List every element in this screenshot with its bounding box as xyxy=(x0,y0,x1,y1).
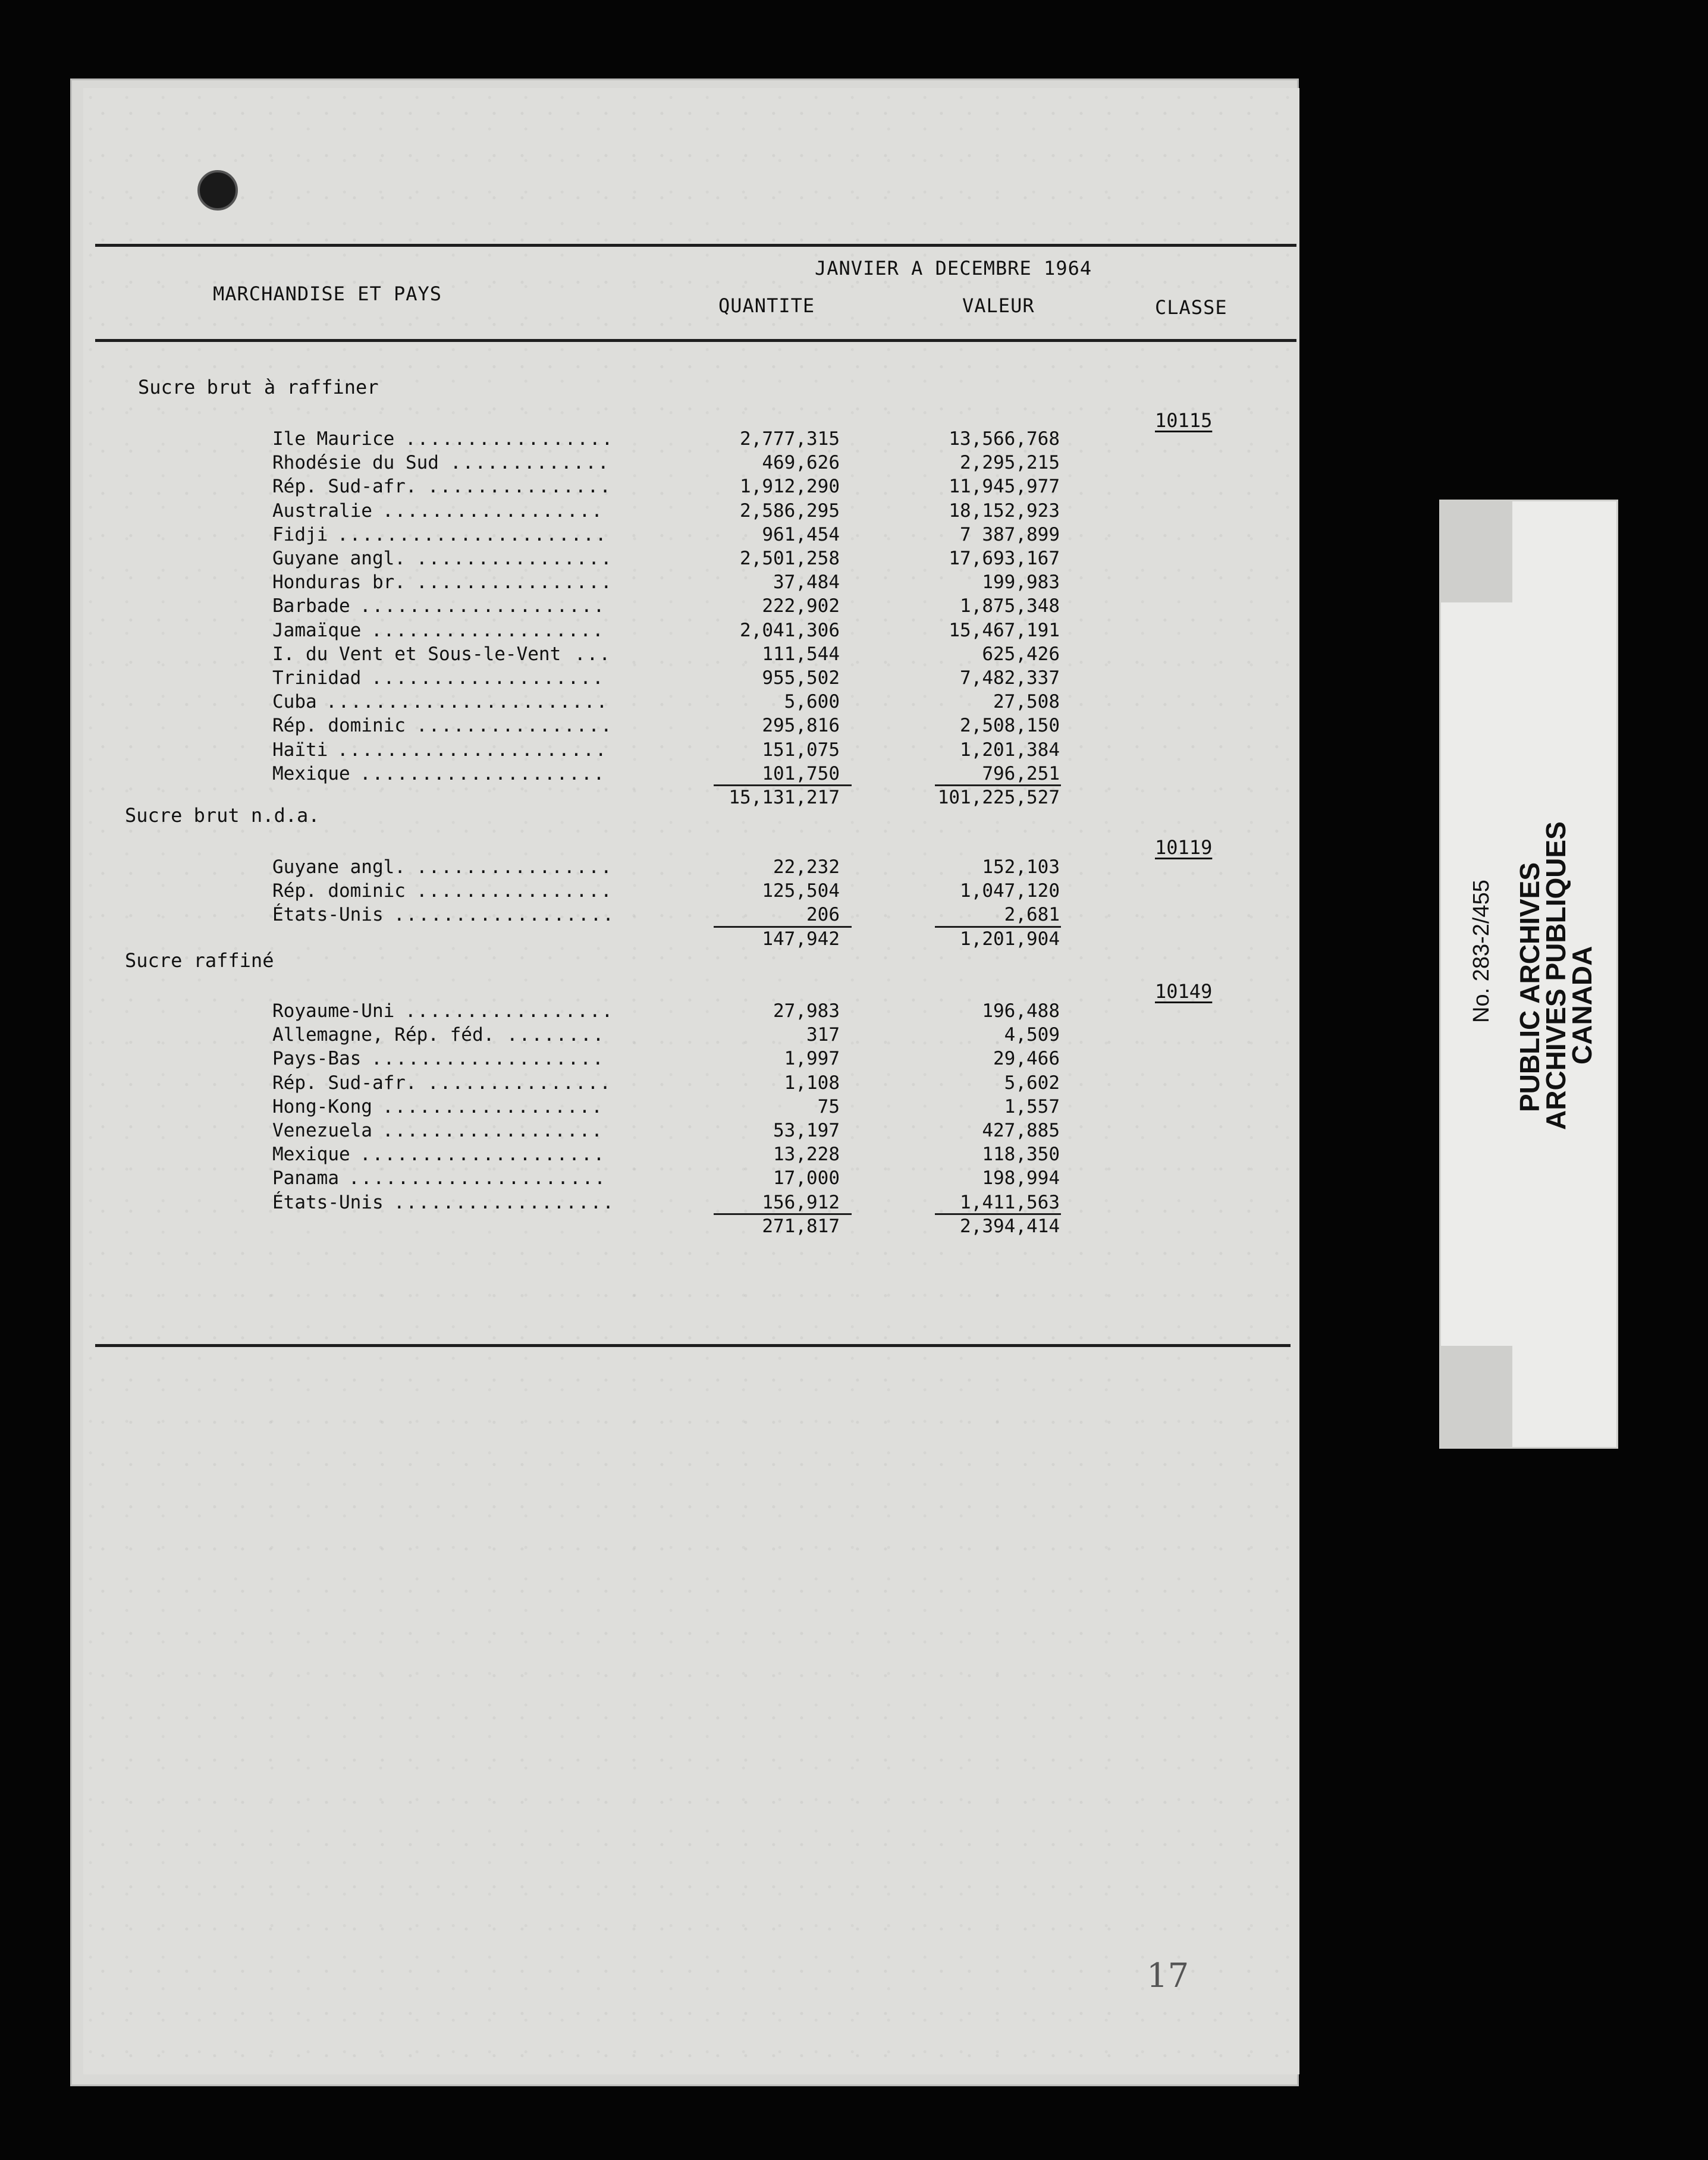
table-row xyxy=(0,476,1189,500)
leader-dots: ............... xyxy=(428,1072,612,1094)
value-column-header: VALEUR xyxy=(962,294,1035,317)
archive-name-line1: PUBLIC ARCHIVES xyxy=(1514,862,1545,1112)
leader-dots: .................. xyxy=(382,1120,604,1141)
quantity-cell: 1,912,290 xyxy=(740,476,840,498)
leader-dots: ............. xyxy=(450,452,610,474)
total-row xyxy=(0,928,1189,952)
table-row xyxy=(0,691,1189,715)
table-row xyxy=(0,620,1189,643)
table-row xyxy=(0,548,1189,572)
quantity-cell: 295,816 xyxy=(762,715,840,737)
country-name: Rép. dominic xyxy=(272,715,406,737)
leader-dots: ... xyxy=(574,643,611,665)
value-total: 101,225,527 xyxy=(937,787,1060,808)
period-heading: JANVIER A DECEMBRE 1964 xyxy=(815,257,1092,280)
value-subtotal-rule xyxy=(935,926,1061,928)
quantity-cell: 206 xyxy=(806,904,840,926)
archive-number: No. 283-2/455 xyxy=(1469,880,1494,1023)
table-row xyxy=(0,1192,1189,1216)
value-cell: 1,557 xyxy=(1004,1095,1060,1117)
leader-dots: ................ xyxy=(416,548,613,569)
quantity-cell: 961,454 xyxy=(762,523,840,545)
table-row xyxy=(0,904,1189,928)
quantity-cell: 27,983 xyxy=(773,1000,840,1022)
country-name: Barbade xyxy=(272,595,350,617)
quantity-cell: 17,000 xyxy=(773,1167,840,1189)
quantity-cell: 37,484 xyxy=(773,572,840,594)
table-row xyxy=(0,856,1189,880)
country-name: Jamaïque xyxy=(272,619,362,641)
leader-dots: ............... xyxy=(428,476,612,498)
leader-dots: ................... xyxy=(371,619,605,641)
quantity-cell: 101,750 xyxy=(762,762,840,784)
country-name: Fidji xyxy=(272,523,328,545)
value-cell: 2,508,150 xyxy=(960,715,1060,737)
leader-dots: ................ xyxy=(416,572,613,594)
quantity-cell: 13,228 xyxy=(773,1144,840,1166)
country-name: Allemagne, Rép. féd. xyxy=(272,1024,495,1046)
quantity-cell: 2,041,306 xyxy=(740,619,840,641)
table-row xyxy=(0,1096,1189,1120)
country-name: États-Unis xyxy=(272,904,384,926)
country-name: Royaume-Uni xyxy=(272,1000,395,1022)
value-cell: 199,983 xyxy=(982,572,1060,594)
leader-dots: ..................... xyxy=(348,1167,607,1189)
value-subtotal-rule xyxy=(935,784,1061,786)
value-cell: 17,693,167 xyxy=(949,548,1060,569)
table-row xyxy=(0,1167,1189,1191)
leader-dots: ................... xyxy=(371,667,605,689)
value-cell: 13,566,768 xyxy=(949,428,1060,450)
quantity-cell: 955,502 xyxy=(762,667,840,689)
quantity-cell: 5,600 xyxy=(784,691,840,713)
country-name: Haïti xyxy=(272,739,328,761)
table-row xyxy=(0,880,1189,904)
class-code: 10119 xyxy=(1155,836,1213,859)
leader-dots: ................ xyxy=(416,856,613,878)
value-total: 1,201,904 xyxy=(960,928,1060,950)
country-name: Panama xyxy=(272,1167,339,1189)
value-cell: 152,103 xyxy=(982,856,1060,878)
value-cell: 625,426 xyxy=(982,643,1060,665)
leader-dots: ................. xyxy=(405,428,614,450)
table-row xyxy=(0,452,1189,476)
leader-dots: .................... xyxy=(360,595,606,617)
quantity-cell: 53,197 xyxy=(773,1120,840,1141)
table-row xyxy=(0,1048,1189,1072)
country-name: Rép. Sud-afr. xyxy=(272,1072,417,1094)
label-tab-bottom xyxy=(1441,1346,1512,1447)
leader-dots: ........ xyxy=(507,1024,605,1046)
value-subtotal-rule xyxy=(935,1213,1061,1215)
leader-dots: ................ xyxy=(416,880,613,902)
table-row xyxy=(0,1000,1189,1024)
section-title: Sucre raffiné xyxy=(125,949,274,972)
country-name: Rép. Sud-afr. xyxy=(272,476,417,498)
country-name: Trinidad xyxy=(272,667,362,689)
archive-name-line2: ARCHIVES PUBLIQUES xyxy=(1540,821,1571,1130)
value-cell: 1,047,120 xyxy=(960,880,1060,902)
country-name: Ile Maurice xyxy=(272,428,395,450)
quantity-cell: 75 xyxy=(817,1095,840,1117)
country-name: Rép. dominic xyxy=(272,880,406,902)
value-cell: 427,885 xyxy=(982,1120,1060,1141)
country-name: Cuba xyxy=(272,691,317,713)
country-name: Honduras br. xyxy=(272,572,406,594)
archive-label xyxy=(1469,773,1647,1142)
value-cell: 29,466 xyxy=(993,1048,1060,1070)
value-cell: 11,945,977 xyxy=(949,476,1060,498)
leader-dots: ...................... xyxy=(337,523,608,545)
quantity-cell: 1,108 xyxy=(784,1072,840,1094)
quantity-cell: 2,501,258 xyxy=(740,548,840,569)
quantity-cell: 222,902 xyxy=(762,595,840,617)
quantity-total: 147,942 xyxy=(762,928,840,950)
leader-dots: ................. xyxy=(405,1000,614,1022)
value-cell: 15,467,191 xyxy=(949,619,1060,641)
value-cell: 7,482,337 xyxy=(960,667,1060,689)
quantity-subtotal-rule xyxy=(714,926,852,928)
value-cell: 18,152,923 xyxy=(949,500,1060,522)
table-row xyxy=(0,763,1189,787)
table-row xyxy=(0,1024,1189,1048)
table-row xyxy=(0,524,1189,548)
section-title: Sucre brut n.d.a. xyxy=(125,804,320,827)
leader-dots: .................... xyxy=(360,1144,606,1166)
goods-column-header: MARCHANDISE ET PAYS xyxy=(213,282,442,305)
table-row xyxy=(0,595,1189,619)
quantity-cell: 156,912 xyxy=(762,1191,840,1213)
country-name: Hong-Kong xyxy=(272,1095,372,1117)
class-code: 10115 xyxy=(1155,409,1213,432)
quantity-subtotal-rule xyxy=(714,1213,852,1215)
table-row xyxy=(0,1120,1189,1144)
leader-dots: .................... xyxy=(360,762,606,784)
value-cell: 118,350 xyxy=(982,1144,1060,1166)
value-cell: 2,295,215 xyxy=(960,452,1060,474)
archive-name-line3: CANADA xyxy=(1566,946,1597,1065)
leader-dots: ................... xyxy=(371,1048,605,1070)
quantity-cell: 22,232 xyxy=(773,856,840,878)
quantity-cell: 111,544 xyxy=(762,643,840,665)
value-cell: 196,488 xyxy=(982,1000,1060,1022)
leader-dots: .................. xyxy=(382,500,604,522)
value-cell: 27,508 xyxy=(993,691,1060,713)
quantity-cell: 125,504 xyxy=(762,880,840,902)
quantity-cell: 1,997 xyxy=(784,1048,840,1070)
quantity-cell: 2,777,315 xyxy=(740,428,840,450)
quantity-total: 15,131,217 xyxy=(729,787,840,808)
value-cell: 1,875,348 xyxy=(960,595,1060,617)
quantity-cell: 469,626 xyxy=(762,452,840,474)
value-cell: 5,602 xyxy=(1004,1072,1060,1094)
table-row xyxy=(0,739,1189,763)
quantity-column-header: QUANTITE xyxy=(718,294,815,317)
table-row xyxy=(0,428,1189,452)
country-name: Mexique xyxy=(272,1144,350,1166)
table-row xyxy=(0,715,1189,739)
section-title: Sucre brut à raffiner xyxy=(138,376,379,398)
header-bottom-rule xyxy=(95,339,1296,342)
quantity-cell: 2,586,295 xyxy=(740,500,840,522)
table-row xyxy=(0,643,1189,667)
table-row xyxy=(0,1072,1189,1096)
leader-dots: .................. xyxy=(382,1095,604,1117)
country-name: Pays-Bas xyxy=(272,1048,362,1070)
header-top-rule xyxy=(95,244,1296,247)
value-total: 2,394,414 xyxy=(960,1215,1060,1237)
country-name: Rhodésie du Sud xyxy=(272,452,439,474)
value-cell: 4,509 xyxy=(1004,1024,1060,1046)
value-cell: 796,251 xyxy=(982,762,1060,784)
leader-dots: ...................... xyxy=(337,739,608,761)
country-name: États-Unis xyxy=(272,1191,384,1213)
class-column-header: CLASSE xyxy=(1155,296,1227,319)
country-name: Mexique xyxy=(272,762,350,784)
leader-dots: ....................... xyxy=(326,691,609,713)
value-cell: 1,201,384 xyxy=(960,739,1060,761)
page-number: 17 xyxy=(1147,1957,1189,1995)
table-row xyxy=(0,1144,1189,1167)
class-code: 10149 xyxy=(1155,980,1213,1003)
country-name: I. du Vent et Sous-le-Vent xyxy=(272,643,561,665)
value-cell: 2,681 xyxy=(1004,904,1060,926)
quantity-cell: 151,075 xyxy=(762,739,840,761)
country-name: Guyane angl. xyxy=(272,548,406,569)
table-row xyxy=(0,500,1189,524)
quantity-cell: 317 xyxy=(806,1024,840,1046)
label-tab-top xyxy=(1441,501,1512,602)
leader-dots: ................ xyxy=(416,715,613,737)
quantity-total: 271,817 xyxy=(762,1215,840,1237)
total-row xyxy=(0,1216,1189,1239)
value-cell: 7 387,899 xyxy=(960,523,1060,545)
leader-dots: .................. xyxy=(394,1191,615,1213)
quantity-subtotal-rule xyxy=(714,784,852,786)
value-cell: 198,994 xyxy=(982,1167,1060,1189)
table-row xyxy=(0,572,1189,595)
leader-dots: .................. xyxy=(394,904,615,926)
table-row xyxy=(0,667,1189,691)
country-name: Venezuela xyxy=(272,1120,372,1141)
punch-hole-icon xyxy=(197,170,238,211)
country-name: Guyane angl. xyxy=(272,856,406,878)
value-cell: 1,411,563 xyxy=(960,1191,1060,1213)
country-name: Australie xyxy=(272,500,372,522)
footer-rule xyxy=(95,1344,1291,1347)
